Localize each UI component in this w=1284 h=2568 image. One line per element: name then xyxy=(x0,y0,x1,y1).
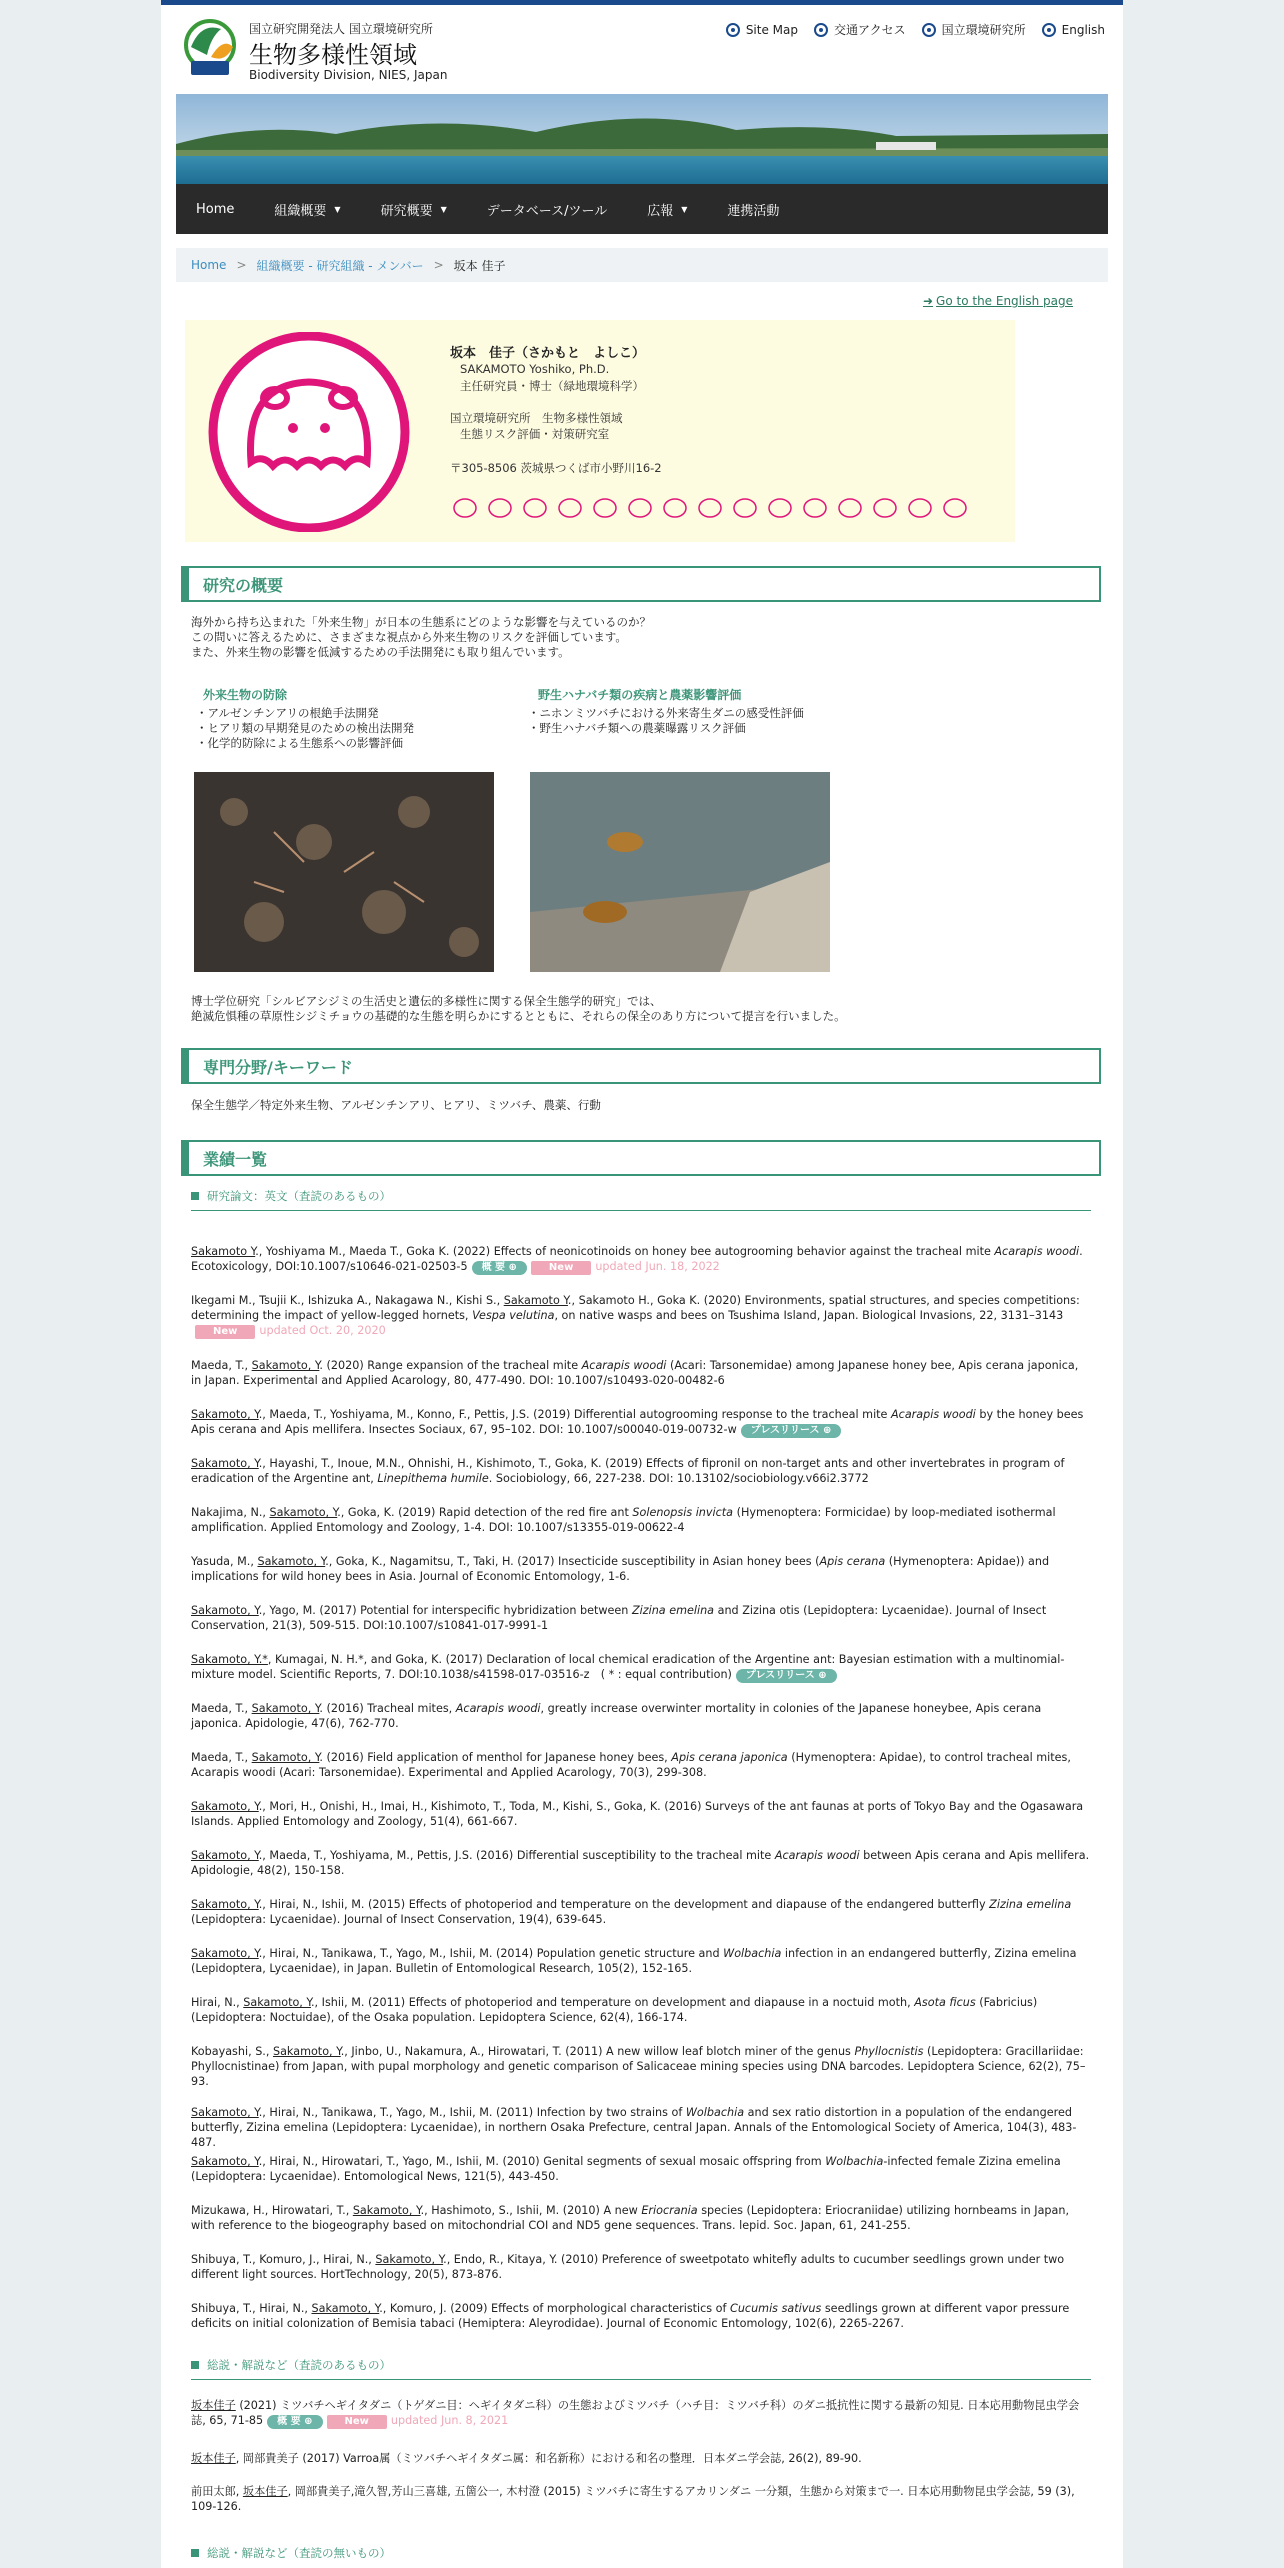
square-bullet-icon xyxy=(191,1192,199,1200)
profile-affiliation: 国立環境研究所 生物多様性領域 xyxy=(450,411,623,425)
profile-lab: 生態リスク評価・対策研究室 xyxy=(460,427,610,441)
publication-item: Sakamoto, Y., Hirai, N., Tanikawa, T., Yago, M., Ishii, M. (2014) Population genetic structure and Wolbachia infection in an endangered butterfly, Zizina emelina (Lepidoptera, Lycaenidae), in Japan. Bulletin of Entomological Research, 105(2), 152-165. xyxy=(191,1947,1077,1975)
subsection-reviews: 総説・解説など（査読のあるもの） xyxy=(191,2357,1091,2380)
publication-item: Sakamoto, Y., Yago, M. (2017) Potential for interspecific hybridization between Zizina emelina and Zizina otis (Lepidoptera: Lycaenidae). Journal of Insect Conservation, 21(3), 509-515. DOI:10.1007/s10841-017-9991-1 xyxy=(191,1604,1047,1632)
author-highlight: 坂本佳子 xyxy=(191,2399,236,2412)
caret-down-icon: ▼ xyxy=(334,204,341,214)
author-highlight: Sakamoto, Y xyxy=(191,1408,259,1421)
author-highlight: Sakamoto Y xyxy=(191,1245,256,1258)
bees-photo xyxy=(530,772,830,972)
breadcrumb-members[interactable]: 組織概要 - 研究組織 - メンバー xyxy=(256,258,424,273)
arrow-circle-icon xyxy=(726,23,740,37)
profile-name-en: SAKAMOTO Yoshiko, Ph.D. xyxy=(460,362,610,376)
caret-down-icon: ▼ xyxy=(681,204,688,214)
thesis-text: 博士学位研究「シルビアシジミの生活史と遺伝的多様性に関する保全生態学的研究」では、 絶滅危惧種の草原性シジミチョウの基礎的な生態を明らかにするとともに、それらの保全のあり方について提言を行いました。 xyxy=(191,994,846,1023)
publication-item: Sakamoto, Y., Hirai, N., Tanikawa, T., Yago, M., Ishii, M. (2011) Infection by two strains of Wolbachia and sex ratio distortion in a population of the endangered butterfly, Zizina emelina (Lepidoptera: Lycaenidae), in northern Osaka Prefecture, central Japan. Annals of the Entomological Society of America, 104(3), 483-487. xyxy=(191,2106,1077,2149)
author-highlight: Sakamoto, Y xyxy=(243,1996,311,2009)
review-item: 坂本佳子 (2021) ミツバチヘギイタダニ（トゲダニ目：ヘギイタダニ科）の生態およびミツバチ（ハチ目：ミツバチ科）のダニ抵抗性に関する最新の知見. 日本応用動物昆虫学会誌, 65, 71-85 概 要 ⊕ New updated Jun. 8, 2021 xyxy=(191,2399,1080,2427)
english-page-link[interactable]: ➜ Go to the English page xyxy=(922,294,1073,308)
header-links xyxy=(726,21,1105,38)
ants-photo xyxy=(194,772,494,972)
updated-date: updated Oct. 20, 2020 xyxy=(259,1324,386,1337)
main-nav xyxy=(176,184,1108,234)
author-highlight: Sakamoto, Y xyxy=(191,1849,259,1862)
review-item: 坂本佳子, 岡部貴美子 (2017) Varroa属（ミツバチヘギイタダニ属：和名新称）における和名の整理．日本ダニ学会誌, 26(2), 89-90. xyxy=(191,2452,862,2465)
publication-item: Sakamoto, Y., Maeda, T., Yoshiyama, M., Konno, F., Pettis, J.S. (2019) Differential autogrooming response to the tracheal mite Acarapis woodi by the honey bees Apis cerana and Apis mellifera. Insectes Sociaux, 67, 95–102. DOI: 10.1007/s00040-019-00732-w プレスリリース ⊕ xyxy=(191,1408,1084,1436)
author-highlight: Sakamoto, Y xyxy=(191,1947,259,1960)
breadcrumb: Home > 組織概要 - 研究組織 - メンバー > 坂本 佳子 xyxy=(176,248,1108,282)
author-highlight: Sakamoto, Y xyxy=(191,1898,259,1911)
author-highlight: Sakamoto, Y xyxy=(352,2204,421,2217)
press-release-badge[interactable]: プレスリリース ⊕ xyxy=(741,1424,842,1438)
author-highlight: Sakamoto, Y xyxy=(269,1506,338,1519)
site-title[interactable]: 生物多様性領域 xyxy=(249,41,417,69)
english-link[interactable]: English xyxy=(1042,21,1105,38)
banner-image xyxy=(176,94,1108,184)
section-research-overview: 研究の概要 xyxy=(181,566,1101,602)
summary-badge[interactable]: 概 要 ⊕ xyxy=(267,2415,322,2429)
summary-badge[interactable]: 概 要 ⊕ xyxy=(472,1261,527,1275)
character-strip-icon xyxy=(450,492,995,522)
sitemap-link[interactable]: Site Map xyxy=(726,21,798,38)
section-achievements: 業績一覧 xyxy=(181,1140,1101,1176)
subsection-papers: 研究論文：英文（査読のあるもの） xyxy=(191,1188,1091,1211)
arrow-circle-icon xyxy=(814,23,828,37)
publication-item: Maeda, T., Sakamoto, Y. (2016) Field application of menthol for Japanese honey bees, Apis cerana japonica (Hymenoptera: Apidae), to control tracheal mites, Acarapis woodi (Acari: Tarsonemidae). Experimental and Applied Acarology, 70(3), 299-308. xyxy=(191,1751,1071,1779)
nav-home[interactable]: Home xyxy=(196,201,235,217)
publication-item: Kobayashi, S., Sakamoto, Y., Jinbo, U., Nakamura, A., Hirowatari, T. (2011) A new willow leaf blotch miner of the genus Phyllocnistis (Lepidoptera: Gracillariidae: Phyllocnistinae) from Japan, with pupal morphology and genetic comparison of Salicaceae mining species using DNA barcodes. Lepidoptera Science, 62(2), 75–93. xyxy=(191,2045,1086,2088)
wild-bees-list: ・ニホンミツバチにおける外来寄生ダニの感受性評価 ・野生ハナバチ類への農薬曝露リスク評価 xyxy=(528,706,804,735)
nav-database[interactable]: データベース/ツール xyxy=(486,203,608,219)
subhead-invasive-control: 外来生物の防除 xyxy=(203,688,288,702)
new-badge[interactable]: New xyxy=(327,2415,387,2429)
publication-item: Ikegami M., Tsujii K., Ishizuka A., Nakagawa N., Kishi S., Sakamoto Y., Sakamoto H., Goka K. (2020) Environments, spatial structures, and species competitions: determining the impact of yellow-legged hornets, Vespa velutina, on native wasps and bees on Tsushima Island, Japan. Biological Invasions, 22, 3131–3143New updated Oct. 20, 2020 xyxy=(191,1294,1080,1337)
updated-date: updated Jun. 8, 2021 xyxy=(390,2414,509,2427)
author-highlight: Sakamoto, Y xyxy=(272,2045,341,2058)
publication-item: Mizukawa, H., Hirowatari, T., Sakamoto, Y., Hashimoto, S., Ishii, M. (2010) A new Eriocrania species (Lepidoptera: Eriocraniidae) utilizing hornbeams in Japan, with reference to the biogeography based on mitochondrial COI and ND5 gene sequences. Trans. lepid. Soc. Japan, 61, 241-255. xyxy=(191,2204,1070,2232)
square-bullet-icon xyxy=(191,2361,199,2369)
nav-pr[interactable]: 広報 ▼ xyxy=(647,203,688,219)
publication-item: Shibuya, T., Hirai, N., Sakamoto, Y., Komuro, J. (2009) Effects of morphological characteristics of Cucumis sativus seedlings grown at different vapor pressure deficits on initial colonization of Bemisia tabaci (Hemiptera: Aleyrodidae). Journal of Economic Entomology, 102(6), 2265-2267. xyxy=(191,2302,1070,2330)
publication-item: Sakamoto, Y., Hirai, N., Hirowatari, T., Yago, M., Ishii, M. (2010) Genital segments of sexual mosaic offspring from Wolbachia-infected female Zizina emelina (Lepidoptera: Lycaenidae). Entomological News, 121(5), 443-450. xyxy=(191,2155,1061,2183)
author-highlight: Sakamoto Y xyxy=(503,1294,568,1307)
updated-date: updated Jun. 18, 2022 xyxy=(595,1260,720,1273)
publication-item: Nakajima, N., Sakamoto, Y., Goka, K. (2019) Rapid detection of the red fire ant Solenopsis invicta (Hymenoptera: Formicidae) by loop-mediated isothermal amplification. Applied Entomology and Zoology, 1-4. DOI: 10.1007/s13355-019-00622-4 xyxy=(191,1506,1056,1534)
site-title-en: Biodiversity Division, NIES, Japan xyxy=(249,68,448,82)
invasive-control-list: ・アルゼンチンアリの根絶手法開発 ・ヒアリ類の早期発見のための検出法開発 ・化学的防除による生態系への影響評価 xyxy=(196,706,415,750)
org-parent-name: 国立研究開発法人 国立環境研究所 xyxy=(249,22,433,36)
arrow-right-icon: ➜ xyxy=(922,294,934,308)
section-keywords: 専門分野/キーワード xyxy=(181,1048,1101,1084)
overview-text: 海外から持ち込まれた「外来生物」が日本の生態系にどのような影響を与えているのか？ この問いに答えるために、さまざまな視点から外来生物のリスクを評価しています。 また、外来生物の影響を低減するための手法開発にも取り組んでいます。 xyxy=(191,615,651,659)
profile-title: 主任研究員・博士（緑地環境科学） xyxy=(460,379,644,393)
keywords-text: 保全生態学／特定外来生物、アルゼンチンアリ、ヒアリ、ミツバチ、農薬、行動 xyxy=(191,1098,601,1112)
publication-item: Sakamoto Y., Yoshiyama M., Maeda T., Goka K. (2022) Effects of neonicotinoids on honey bee autogrooming behavior against the tracheal mite Acarapis woodi. Ecotoxicology, DOI:10.1007/s10646-021-02503-5 概 要 ⊕ New updated Jun. 18, 2022 xyxy=(191,1245,1083,1273)
author-highlight: 坂本佳子 xyxy=(242,2485,288,2498)
page xyxy=(161,0,1123,2568)
arrow-circle-icon xyxy=(1042,23,1056,37)
publication-item: Maeda, T., Sakamoto, Y. (2016) Tracheal mites, Acarapis woodi, greatly increase overwinter mortality in colonies of the Japanese honeybee, Apis cerana japonica. Apidologie, 47(6), 762-770. xyxy=(191,1702,1042,1730)
author-highlight: Sakamoto, Y xyxy=(311,2302,380,2315)
author-highlight: Sakamoto, Y xyxy=(251,1359,320,1372)
subsection-reviews-unrefereed: 総説・解説など（査読の無いもの） xyxy=(191,2545,1091,2567)
author-highlight: Sakamoto, Y xyxy=(257,1555,326,1568)
publication-item: Shibuya, T., Komuro, J., Hirai, N., Sakamoto, Y., Endo, R., Kitaya, Y. (2010) Preference of sweetpotato whitefly adults to cucumber seedlings grown under two different light sources. HortTechnology, 20(5), 873-876. xyxy=(191,2253,1065,2281)
author-highlight: Sakamoto, Y.* xyxy=(191,1653,268,1666)
publication-item: Sakamoto, Y., Maeda, T., Yoshiyama, M., Pettis, J.S. (2016) Differential susceptibility to the tracheal mite Acarapis woodi between Apis cerana and Apis mellifera. Apidologie, 48(2), 150-158. xyxy=(191,1849,1090,1877)
author-highlight: Sakamoto, Y xyxy=(375,2253,444,2266)
publication-item: Sakamoto, Y.*, Kumagai, N. H.*, and Goka, K. (2017) Declaration of local chemical eradication of the Argentine ant: Bayesian estimation with a multinomial-mixture model. Scientific Reports, 7. DOI:10.1038/s41598-017-03516-z ( * : equal contribution) プレスリリース ⊕ xyxy=(191,1653,1065,1681)
site-header xyxy=(161,5,1123,87)
breadcrumb-current: 坂本 佳子 xyxy=(453,258,506,273)
biodiv-logo[interactable] xyxy=(181,17,239,79)
subhead-wild-bees: 野生ハナバチ類の疾病と農薬影響評価 xyxy=(538,688,742,702)
author-highlight: Sakamoto, Y xyxy=(191,2155,259,2168)
publication-item: Hirai, N., Sakamoto, Y., Ishii, M. (2011) Effects of photoperiod and temperature on development and diapause in a noctuid moth, Asota ficus (Fabricius) (Lepidoptera: Noctuidae), of the Osaka population. Lepidoptera Science, 62(4), 166-174. xyxy=(191,1996,1038,2024)
arrow-circle-icon xyxy=(922,23,936,37)
nies-link[interactable]: 国立環境研究所 xyxy=(922,21,1026,38)
author-highlight: Sakamoto, Y xyxy=(191,1604,259,1617)
profile-name: 坂本 佳子（さかもと よしこ） xyxy=(450,346,646,361)
profile-card xyxy=(185,320,1015,542)
author-highlight: Sakamoto, Y xyxy=(191,1800,259,1813)
caret-down-icon: ▼ xyxy=(440,204,447,214)
author-highlight: Sakamoto, Y xyxy=(191,1457,259,1470)
new-badge[interactable]: New xyxy=(531,1261,591,1275)
press-release-badge[interactable]: プレスリリース ⊕ xyxy=(736,1669,837,1683)
author-highlight: Sakamoto, Y xyxy=(251,1751,320,1764)
publication-item: Sakamoto, Y., Mori, H., Onishi, H., Imai, H., Kishimoto, T., Toda, M., Kishi, S., Goka, K. (2016) Surveys of the ant faunas at ports of Tokyo Bay and the Ogasawara Islands. Applied Entomology and Zoology, 51(4), 661-667. xyxy=(191,1800,1084,1828)
nav-collaboration[interactable]: 連携活動 xyxy=(727,203,780,219)
publication-item: Sakamoto, Y., Hayashi, T., Inoue, M.N., Ohnishi, H., Kishimoto, T., Goka, K. (2019) Effects of fipronil on non-target ants and other invertebrates in program of eradication of the Argentine ant, Linepithema humile. Sociobiology, 66, 227-238. DOI: 10.13102/sociobiology.v66i2.3772 xyxy=(191,1457,1065,1485)
author-highlight: 坂本佳子 xyxy=(191,2452,236,2465)
author-highlight: Sakamoto, Y xyxy=(251,1702,320,1715)
access-link[interactable]: 交通アクセス xyxy=(814,21,906,38)
profile-address: 〒305-8506 茨城県つくば市小野川16-2 xyxy=(450,461,662,475)
publication-item: Maeda, T., Sakamoto, Y. (2020) Range expansion of the tracheal mite Acarapis woodi (Acari: Tarsonemidae) among Japanese honey bee, Apis cerana japonica, in Japan. Experimental and Applied Acarology, 80, 477-490. DOI: 10.1007/s10493-020-00482-6 xyxy=(191,1359,1079,1387)
mendako-mascot-icon xyxy=(205,332,413,532)
publication-item: Yasuda, M., Sakamoto, Y., Goka, K., Nagamitsu, T., Taki, H. (2017) Insecticide susceptibility in Asian honey bees (Apis cerana (Hymenoptera: Apidae)) and implications for wild honey bees in Asia. Journal of Economic Entomology, 1-6. xyxy=(191,1555,1050,1583)
author-highlight: Sakamoto, Y xyxy=(191,2106,259,2119)
nav-organization[interactable]: 組織概要 ▼ xyxy=(274,203,341,219)
publication-item: Sakamoto, Y., Hirai, N., Ishii, M. (2015) Effects of photoperiod and temperature on the development and diapause of the endangered butterfly Zizina emelina (Lepidoptera: Lycaenidae). Journal of Insect Conservation, 19(4), 639-645. xyxy=(191,1898,1072,1926)
review-item: 前田太郎, 坂本佳子, 岡部貴美子,滝久智,芳山三喜雄, 五箇公一, 木村澄 (2015) ミツバチに寄生するアカリンダニ 一分類，生態から対策まで一. 日本応用動物昆虫学会誌, 59 (3), 109-126. xyxy=(191,2485,1075,2513)
new-badge[interactable]: New xyxy=(195,1325,255,1339)
square-bullet-icon xyxy=(191,2549,199,2557)
nav-research[interactable]: 研究概要 ▼ xyxy=(380,203,447,219)
breadcrumb-home[interactable]: Home xyxy=(191,258,227,272)
